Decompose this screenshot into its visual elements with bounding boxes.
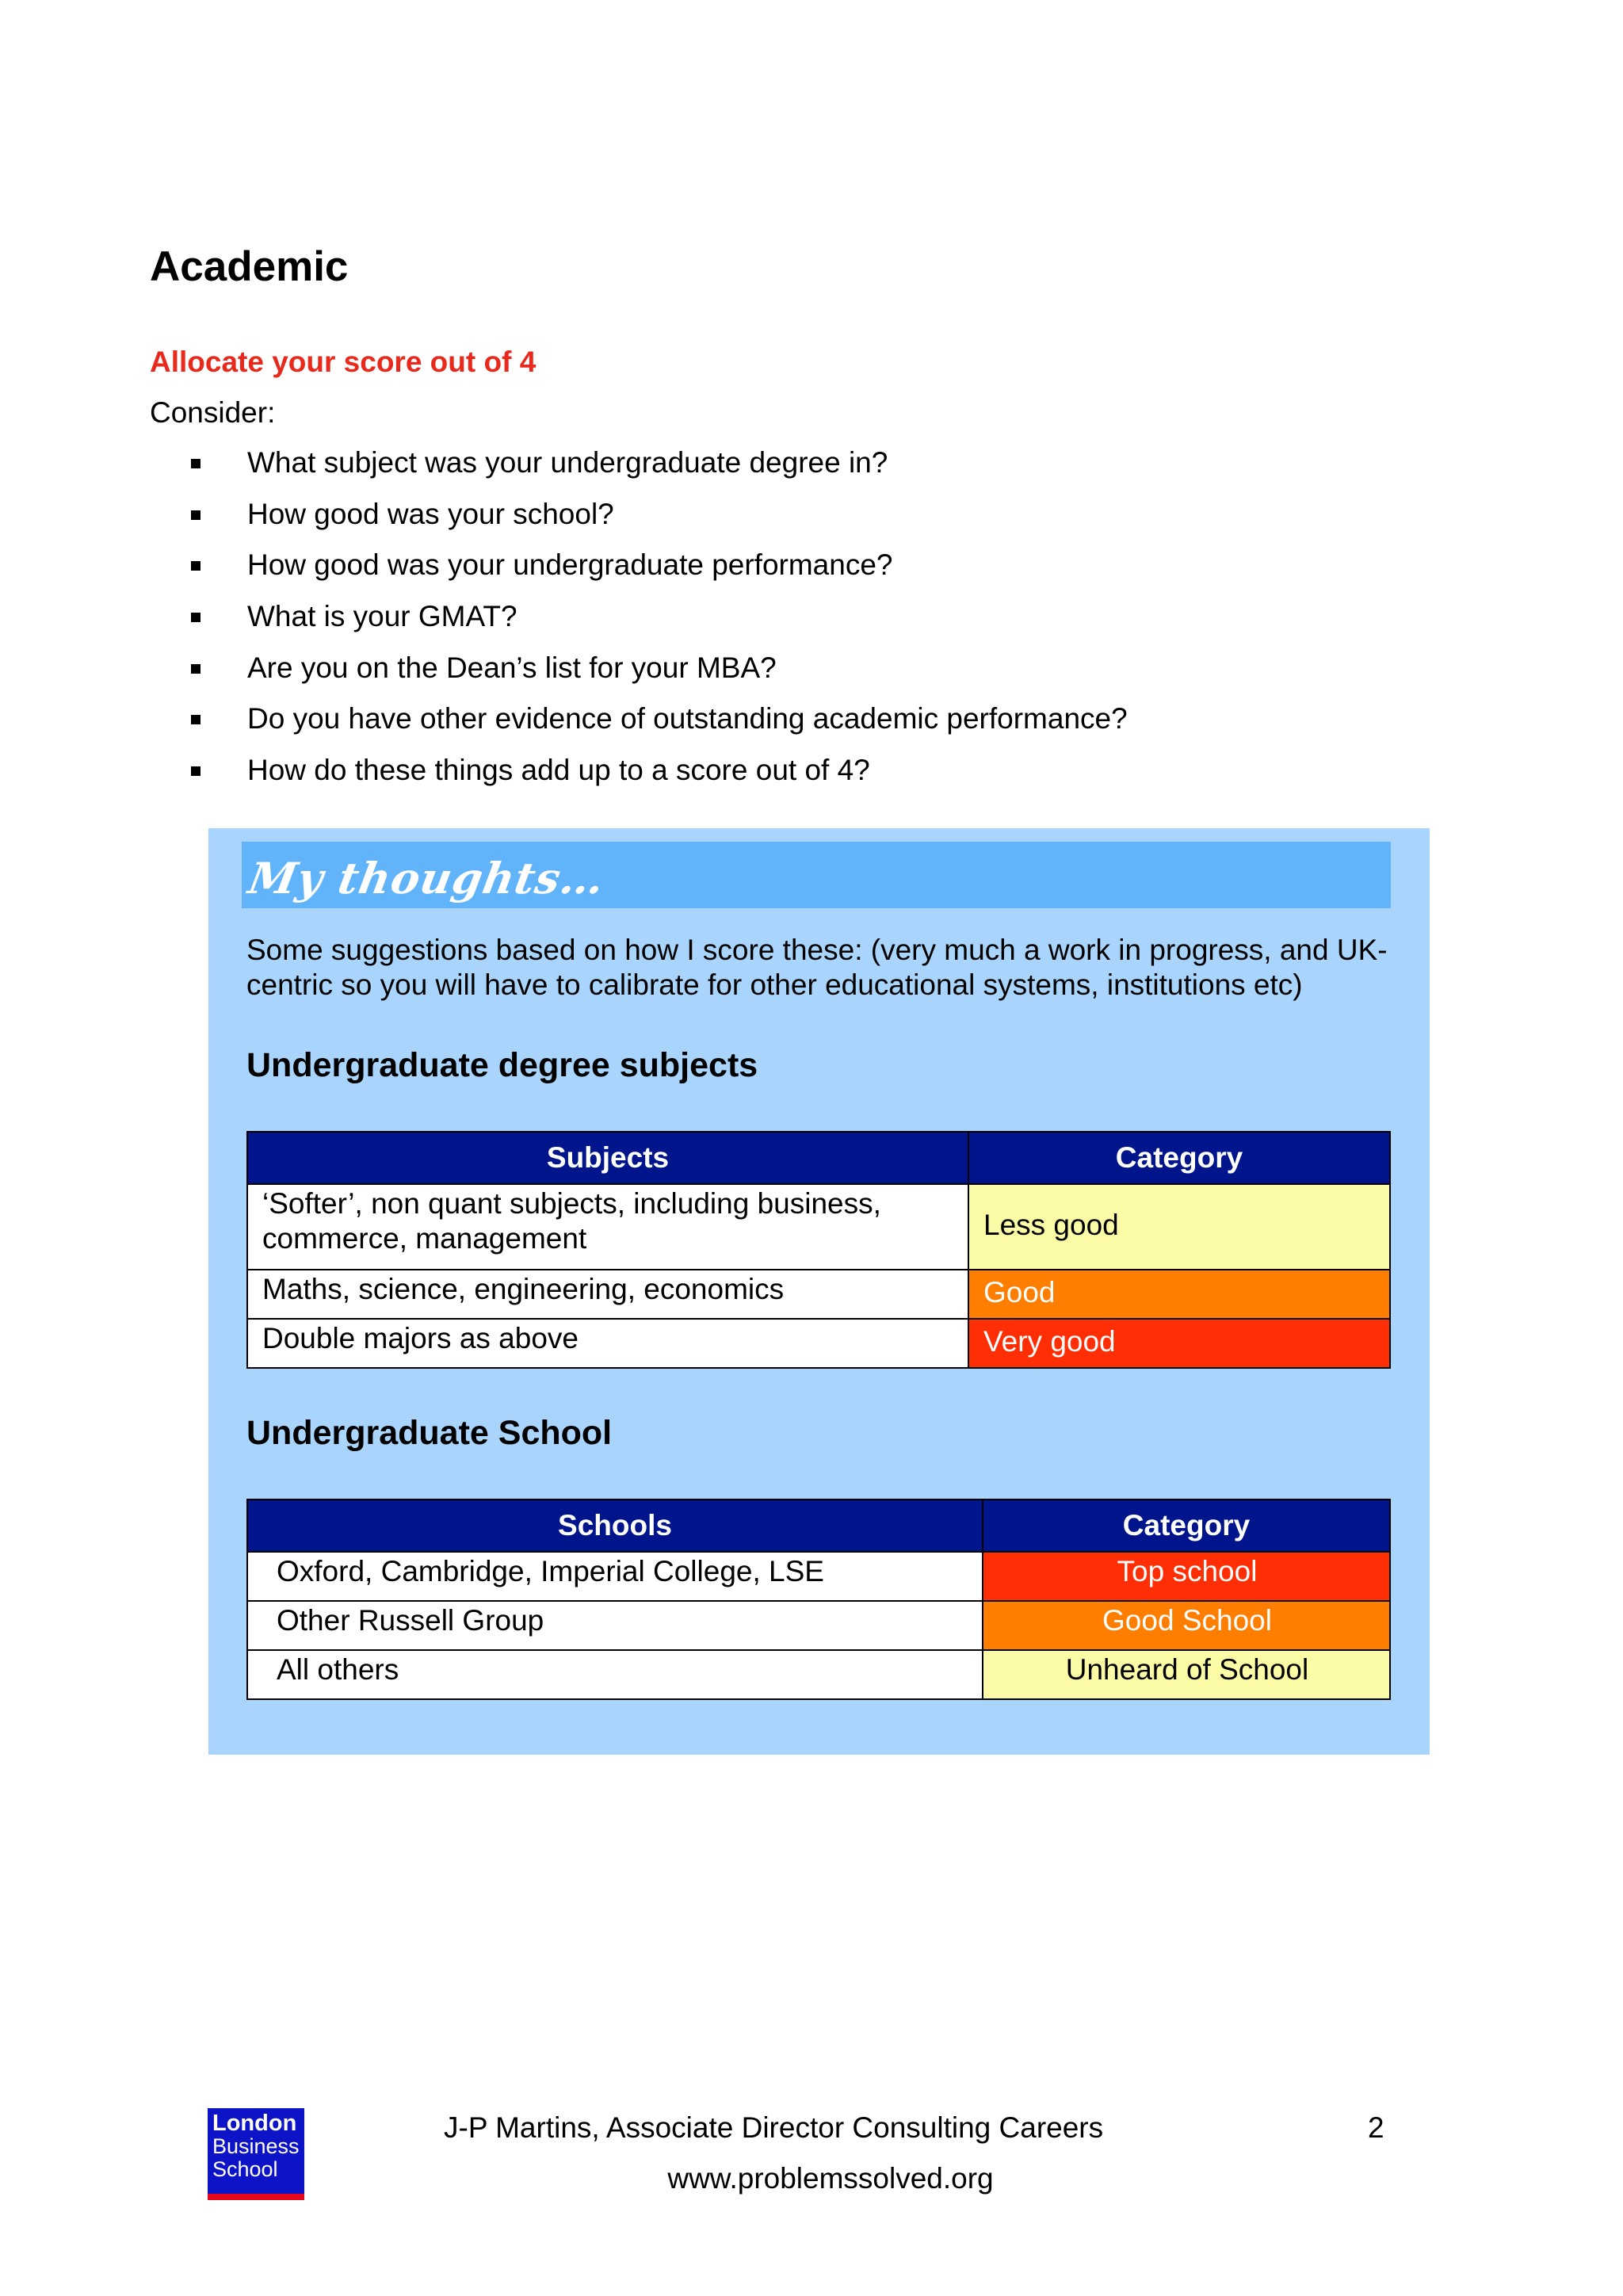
footer-url: www.problemssolved.org (667, 2162, 994, 2195)
subject-cell: Double majors as above (247, 1319, 968, 1368)
category-cell: Top school (983, 1552, 1390, 1601)
square-bullet-icon (191, 613, 200, 622)
list-item (150, 753, 1128, 804)
category-cell: Unheard of School (983, 1650, 1390, 1699)
subject-cell: Maths, science, engineering, economics (247, 1270, 968, 1319)
allocate-score-heading: Allocate your score out of 4 (150, 346, 537, 378)
list-item (150, 445, 1128, 497)
list-item (150, 651, 1128, 702)
logo-line-school: School (212, 2157, 278, 2181)
subjects-heading: Undergraduate degree subjects (246, 1046, 758, 1084)
category-cell: Good (968, 1270, 1390, 1319)
table-row (247, 1650, 1390, 1699)
footer-credit: J-P Martins, Associate Director Consulting Careers (444, 2111, 1104, 2144)
list-item (150, 548, 1128, 599)
page-title: Academic (150, 243, 349, 290)
list-item (150, 599, 1128, 651)
table-row (247, 1552, 1390, 1601)
square-bullet-icon (191, 715, 200, 724)
consider-label: Consider: (150, 396, 276, 429)
question-text: Do you have other evidence of outstanding academic performance? (247, 702, 1128, 735)
question-text: Are you on the Dean’s list for your MBA? (247, 651, 777, 684)
square-bullet-icon (191, 766, 200, 776)
table-header-row (247, 1499, 1390, 1552)
square-bullet-icon (191, 510, 200, 520)
category-cell: Very good (968, 1319, 1390, 1368)
list-item (150, 497, 1128, 548)
table-row (247, 1601, 1390, 1650)
table-header-row (247, 1132, 1390, 1184)
subject-cell: ‘Softer’, non quant subjects, including business, commerce, management (247, 1184, 968, 1270)
list-item (150, 701, 1128, 753)
question-text: How good was your undergraduate performance? (247, 548, 893, 582)
thoughts-banner-text: My thoughts… (245, 853, 609, 904)
question-text: What subject was your undergraduate degree in? (247, 446, 888, 479)
category-column-header: Category (968, 1132, 1390, 1184)
school-cell: Oxford, Cambridge, Imperial College, LSE (247, 1552, 983, 1601)
table-row (247, 1270, 1390, 1319)
square-bullet-icon (191, 459, 200, 468)
question-list (150, 445, 1128, 804)
square-bullet-icon (191, 664, 200, 674)
subjects-table (246, 1131, 1391, 1369)
schools-heading: Undergraduate School (246, 1414, 613, 1452)
table-row (247, 1184, 1390, 1270)
logo-line-london: London (212, 2111, 297, 2136)
table-row (247, 1319, 1390, 1368)
thoughts-panel (208, 828, 1430, 1755)
schools-column-header: Schools (247, 1499, 983, 1552)
square-bullet-icon (191, 561, 200, 571)
question-text: How do these things add up to a score out of 4? (247, 754, 870, 787)
subjects-column-header: Subjects (247, 1132, 968, 1184)
category-cell: Less good (968, 1184, 1390, 1270)
question-text: What is your GMAT? (247, 600, 517, 633)
thoughts-banner (242, 842, 1391, 908)
schools-table (246, 1499, 1391, 1700)
category-column-header: Category (983, 1499, 1390, 1552)
category-cell: Good School (983, 1601, 1390, 1650)
question-text: How good was your school? (247, 497, 614, 530)
page-number: 2 (1368, 2111, 1384, 2144)
school-cell: All others (247, 1650, 983, 1699)
thoughts-intro: Some suggestions based on how I score these: (very much a work in progress, and UK-centric so you will have to calibrate for other educational systems, institutions etc) (246, 934, 1388, 1002)
logo-line-business: Business (212, 2134, 300, 2158)
school-cell: Other Russell Group (247, 1601, 983, 1650)
